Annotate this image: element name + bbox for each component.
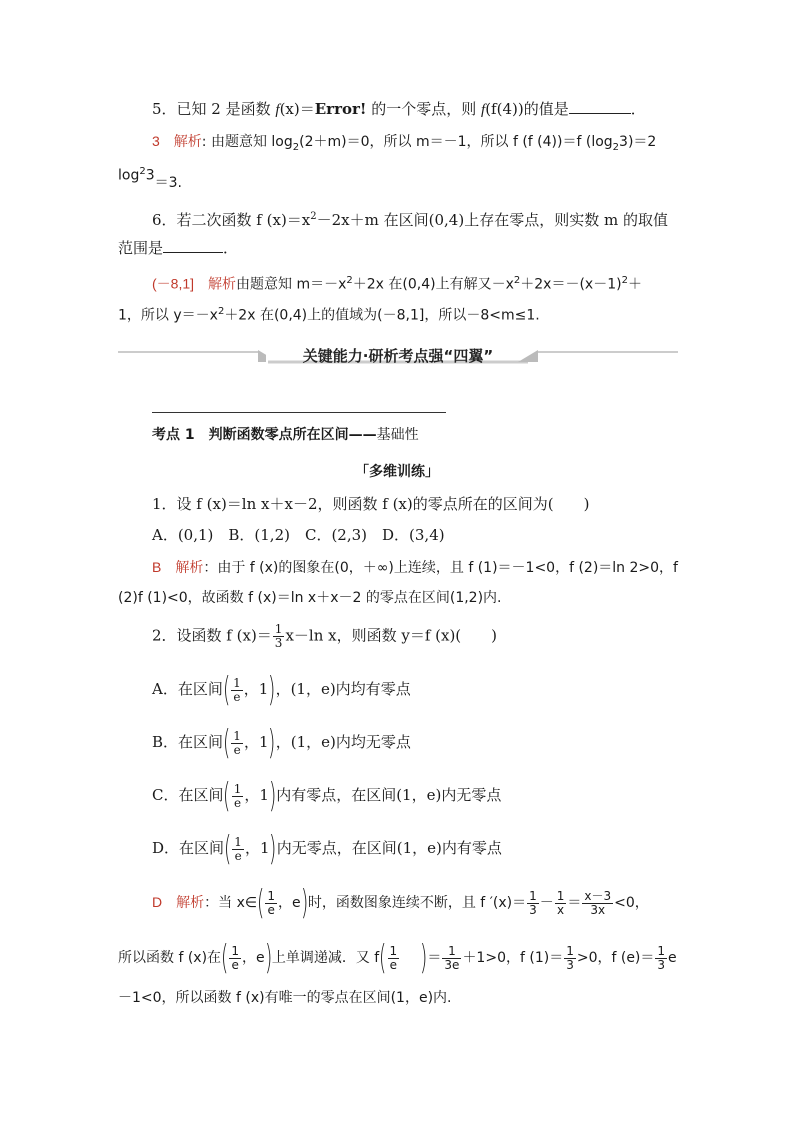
q6-stem-line1: 6．若二次函数 f $(x)=x^2-2x+m$ 在区间(0,4)上存在零点，则实数 m 的取值 — [152, 211, 668, 229]
p2-option-a: A．在区间( $\frac{1}{e}$ ，1)，(1，e)内均有零点 — [152, 670, 411, 710]
q5-answer: 3 — [152, 133, 160, 149]
fraction: $\frac{1}{e}$ — [233, 675, 241, 704]
q5-solution-line2: $\log^23=3$. — [118, 166, 182, 191]
p2-solution-line2: 所以函数 f (x)在( $\frac{1}{e}$ ，e)上单调递减．又 f( $\frac{1}{e}$ )＝ $\frac{1}{3e}$ ＋1>0，f (1)＝ $\frac{1}{3}$ >0，f (e)＝ $\frac{1}{3}$ e — [118, 938, 677, 978]
fraction: $\frac{1}{3e}$ — [444, 943, 460, 972]
fraction: $\frac{1}{e}$ — [267, 888, 275, 917]
section-banner — [118, 340, 678, 374]
p2-option-c: C．在区间( $\frac{1}{e}$ ，1)内有零点，在区间(1，e)内无零点 — [152, 776, 502, 816]
section-heading: 考点 1 判断函数零点所在区间——基础性 — [152, 427, 419, 443]
fraction: $\frac{1}{e}$ — [234, 834, 242, 863]
fraction: $\frac{1}{3}$ — [529, 888, 537, 917]
answer-blank — [569, 99, 631, 114]
q6-solution-line1: (－8,1] 解析由题意知 $m=-x^2+2x$ 在(0,4)上有解又$-x^2+2x=-(x-1)^2+$ — [152, 275, 642, 293]
p2-option-d: D．在区间( $\frac{1}{e}$ ，1)内无零点，在区间(1，e)内有零点 — [152, 829, 502, 869]
p1-solution-line1: B 解析：由于 f (x)的图象在(0，＋∞)上连续，且 f (1)＝－1<0，f (2)＝ln 2>0，f — [152, 559, 678, 576]
fraction: $\frac{1}{e}$ — [233, 781, 242, 810]
p1-solution-line2: (2)f (1)<0，故函数 f (x)＝ln x＋x－2 的零点在区间(1,2)内. — [118, 590, 502, 606]
q5-solution-line1: 3 解析: 由题意知 $\log_2(2+m)=0$，所以 m＝－1，所以 f (f (4))＝f $(\log_23)=2$ — [152, 133, 657, 153]
p2-solution-line1: D 解析：当 x∈( $\frac{1}{e}$ ，e)时，函数图象连续不断，且 f ′(x)＝ $\frac{1}{3}$ － $\frac{1}{x}$ ＝ $\frac{x-3}{3x}$ <0， — [152, 883, 649, 923]
p2-solution-line3: －1<0，所以函数 f (x)有唯一的零点在区间(1，e)内. — [118, 990, 452, 1006]
banner-title: 关键能力·研析考点强“四翼” — [302, 347, 494, 365]
fraction: $\frac{1}{e}$ — [231, 943, 239, 972]
fraction: $\frac{x-3}{3x}$ — [584, 888, 612, 917]
q6-answer: (－8,1] — [152, 275, 195, 292]
q6-solution-line2: 1，所以 $y=-x^2+2x$ 在(0,4)上的值域为(－8,1]，所以－8<m≤1. — [118, 306, 540, 324]
fraction: $\frac{1}{x}$ — [556, 888, 565, 917]
fraction: $\frac{1}{e}$ — [233, 728, 241, 757]
answer-blank — [163, 238, 223, 253]
fraction: $\frac{1}{e}$ — [389, 943, 398, 972]
p2-option-b: B．在区间( $\frac{1}{e}$ ，1)，(1，e)内均无零点 — [152, 723, 411, 763]
fraction: $\frac{1}{3}$ — [566, 943, 574, 972]
p1-answer: B — [152, 559, 162, 575]
p2-answer: D — [152, 894, 163, 910]
p1-options: A．(0,1) B．(1,2) C．(2,3) D．(3,4) — [152, 526, 445, 544]
section-rule — [152, 412, 446, 413]
subheading: 「多维训练」 — [355, 464, 439, 480]
q5-stem: 5．已知 2 是函数 f(x)＝Error! 的一个零点，则 f(f(4))的值是 ． — [152, 100, 646, 118]
q6-stem-line2: 范围是 ． — [118, 239, 239, 257]
p2-stem: 2．设函数 f (x)＝ $\frac{1}{3}$ x－ln x，则函数 y＝f (x)( ) — [152, 622, 498, 650]
fraction: $\frac{1}{3}$ — [657, 943, 666, 972]
fraction: $\frac{1}{3}$ — [274, 622, 283, 650]
p1-stem: 1．设 f (x)＝ln x＋x－2，则函数 f (x)的零点所在的区间为( ) — [152, 495, 590, 513]
